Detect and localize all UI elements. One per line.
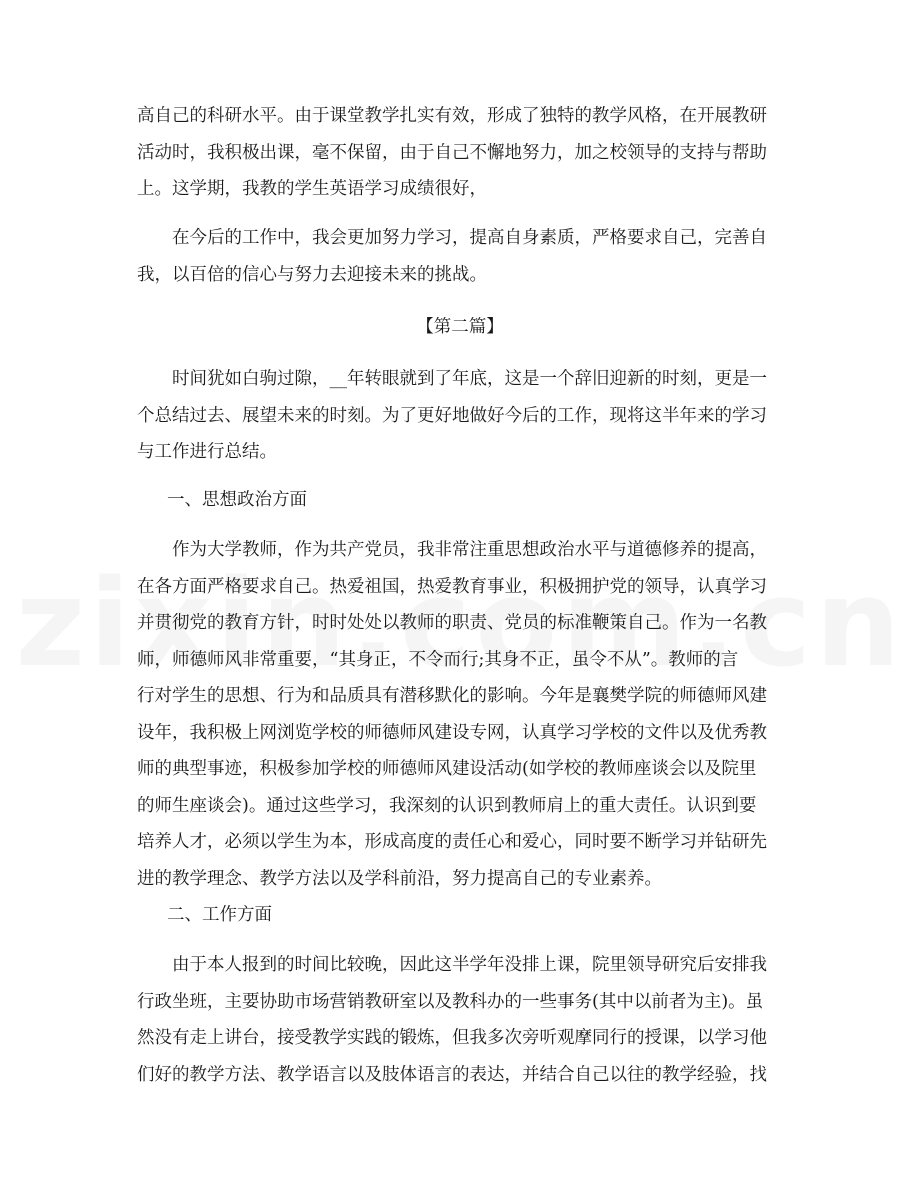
text-line: 我，以百倍的信心与努力去迎接未来的挑战。 [137, 264, 487, 285]
paragraph-political [137, 532, 787, 897]
text-line: 高自己的科研水平。由于课堂教学扎实有效，形成了独特的教学风格，在开展教研 [137, 106, 767, 126]
text-line: 培养人才，必须以学生为本，形成高度的责任心和爱心，同时要不断学习并钻研先 [137, 832, 767, 852]
text-line: 个总结过去、展望未来的时刻。为了更好地做好今后的工作，现将这半年来的学习 [137, 405, 767, 426]
text-line: 们好的教学方法、教学语言以及肢体语言的表达，并结合自己以往的教学经验，找 [137, 1064, 767, 1085]
paragraph-continuation [137, 98, 787, 208]
text-line: 上。这学期，我教的学生英语学习成绩很好， [137, 179, 487, 199]
text-line: 并贯彻党的教育方针，时时处处以教师的职责、党员的标准鞭策自己。作为一名教 [137, 613, 767, 633]
text-line: 师，师德师风非常重要，“其身正，不令而行;其身不正，虽令不从”。教师的言 [137, 649, 739, 670]
heading-political [137, 482, 787, 519]
text-line: 的师生座谈会)。通过这些学习，我深刻的认识到教师肩上的重大责任。认识到要 [137, 795, 757, 816]
paragraph-work [137, 947, 787, 1093]
text-line: 在各方面严格要求自己。热爱祖国，热爱教育事业，积极拥护党的领导，认真学习 [137, 576, 767, 597]
heading-text: 二、工作方面 [167, 905, 272, 925]
paragraph-intro [137, 361, 787, 471]
text-line: 设年，我积极上网浏览学校的师德师风建设专网，认真学习学校的文件以及优秀教 [137, 722, 767, 743]
heading-work [137, 897, 787, 934]
text-line: 在今后的工作中，我会更加努力学习，提高自身素质，严格要求自己，完善自 [172, 228, 767, 248]
paragraph-future-work [137, 220, 787, 293]
heading-text: 一、思想政治方面 [167, 490, 307, 510]
section-title: 【第二篇】 [416, 317, 504, 337]
text-line: 活动时，我积极出课，毫不保留，由于自己不懈地努力，加之校领导的支持与帮助 [137, 142, 767, 163]
text-line: 然没有走上讲台，接受教学实践的锻炼，但我多次旁听观摩同行的授课，以学习他 [137, 1028, 767, 1048]
text-line: 师的典型事迹，积极参加学校的师德师风建设活动(如学校的教师座谈会以及院里 [137, 759, 757, 779]
text-line: 由于本人报到的时间比较晚，因此这半学年没排上课，院里领导研究后安排我 [172, 955, 767, 975]
text-line: 行对学生的思想、行为和品质具有潜移默化的影响。今年是襄樊学院的师德师风建 [137, 686, 767, 706]
text-line: 与工作进行总结。 [137, 442, 277, 462]
text-line: 作为大学教师，作为共产党员，我非常注重思想政治水平与道德修养的提高， [172, 540, 767, 560]
text-line: 行政坐班，主要协助市场营销教研室以及教科办的一些事务(其中以前者为主)。虽 [137, 991, 764, 1012]
text-line: 时间犹如白驹过隙，__年转眼就到了年底，这是一个辞旧迎新的时刻，更是一 [172, 369, 767, 389]
text-line: 进的教学理念、教学方法以及学科前沿，努力提高自己的专业素养。 [137, 868, 662, 889]
